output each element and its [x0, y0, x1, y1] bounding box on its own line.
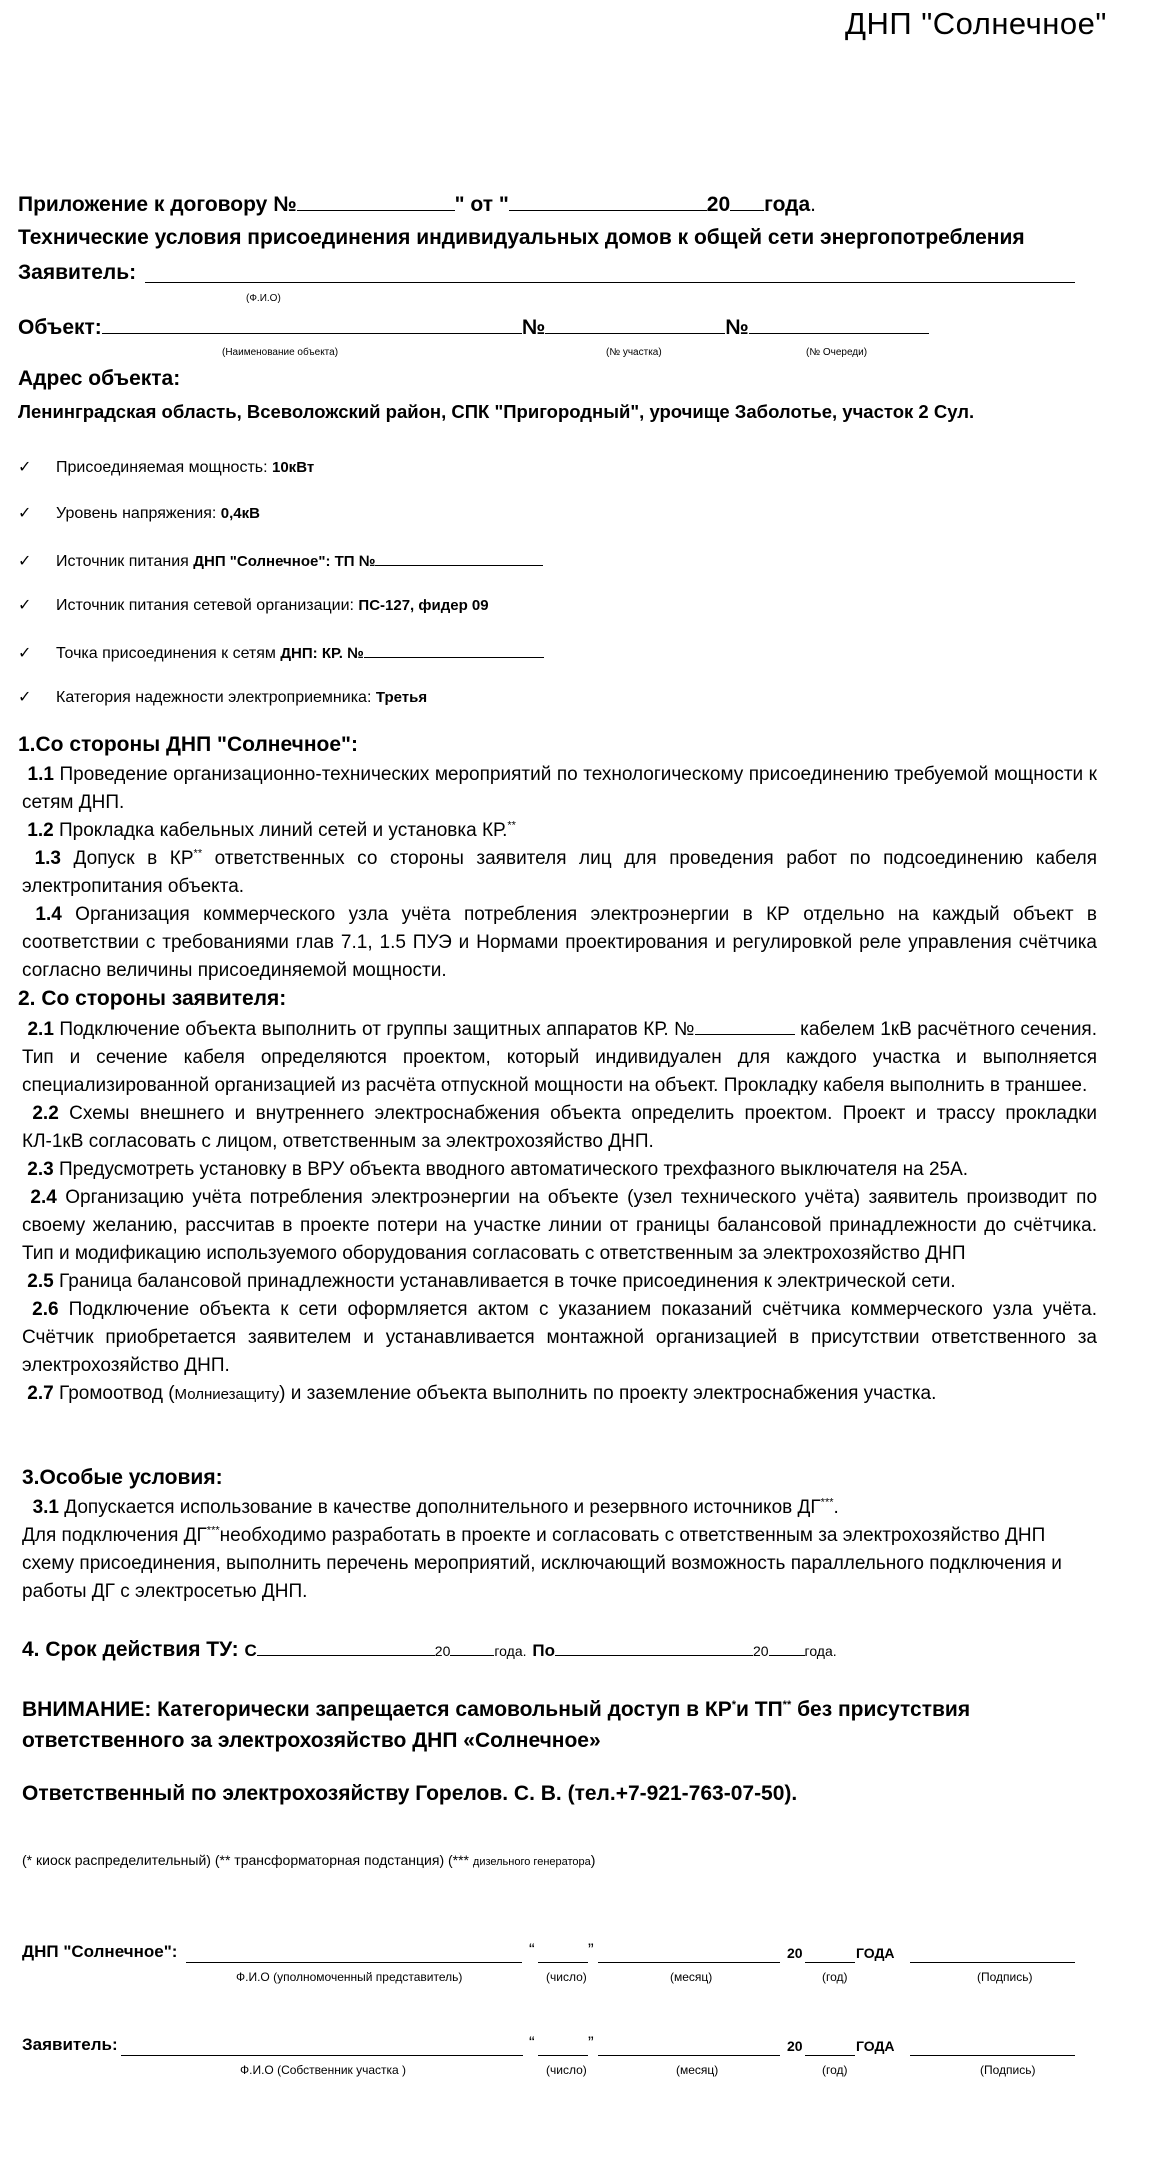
check-item-value: ДНП: КР. №	[280, 645, 364, 662]
annex-line	[18, 192, 816, 217]
item-text: Организацию учёта потребления электроэнергии на объекте (узел технического учёта) заявитель производит по своему желанию, рассчитав в проекте потери на участке линии от границы балансовой принадлежности до счётчика. Тип и модификацию используемого оборудования согласовать с ответственным за электрохозяйство ДНП	[22, 1187, 1098, 1264]
check-item-power-source	[18, 549, 543, 571]
item-number: 2.7	[27, 1383, 54, 1404]
footnote-mark: **	[782, 1699, 792, 1711]
validity-from-field[interactable]	[257, 1637, 435, 1656]
dnp-month-field[interactable]	[598, 1944, 780, 1963]
dnp-year-field[interactable]	[805, 1944, 855, 1963]
dnp-quote-close: ”	[588, 1940, 594, 1959]
object-num2: №	[725, 316, 749, 339]
check-item-value: 10кВт	[272, 459, 315, 476]
dnp-year-word: ГОДА	[856, 1945, 895, 1961]
annex-dot: .	[810, 193, 817, 216]
item-number: 1.4	[35, 904, 62, 925]
validity-year2: 20	[752, 1643, 769, 1659]
item-2-4	[22, 1184, 1097, 1268]
validity-to-label: По	[532, 1641, 555, 1660]
item-text: Граница балансовой принадлежности устанавливается в точке присоединения к электрической сети.	[58, 1271, 956, 1292]
check-item-label: Присоединяемая мощность:	[56, 459, 268, 476]
checkmark-icon: ✓	[18, 459, 32, 476]
tech-conditions-title: Технические условия присоединения индивидуальных домов к общей сети энергопотребления	[18, 226, 1025, 249]
item-number: 2.2	[32, 1103, 59, 1124]
section2-body	[22, 1016, 1097, 1409]
section4-title: 4. Срок действия ТУ:	[22, 1638, 239, 1661]
applicant-fio-hint: Ф.И.О (Собственник участка )	[240, 2063, 407, 2077]
check-item-label: Источник питания	[56, 553, 189, 570]
applicant-month-field[interactable]	[598, 2037, 780, 2056]
footnote-mark: ***	[820, 1496, 834, 1509]
dnp-representative-name-field[interactable]	[186, 1944, 522, 1963]
warning-text: и ТП	[736, 1698, 783, 1721]
check-item-label: Точка присоединения к сетям	[56, 645, 276, 662]
footnote-mark: *	[731, 1699, 736, 1711]
applicant-label: Заявитель:	[18, 261, 137, 284]
item-2-7	[22, 1380, 1097, 1409]
item-1-4	[22, 901, 1097, 985]
item-text: Проведение организационно-технических мероприятий по технологическому присоединению требуемой мощности к сетям ДНП.	[22, 764, 1097, 813]
applicant-quote-open: “	[529, 2033, 535, 2052]
check-item-value: Третья	[375, 689, 428, 706]
check-item-grid-source	[18, 595, 489, 615]
queue-number-field[interactable]	[749, 315, 929, 334]
dnp-month-hint: (месяц)	[670, 1970, 713, 1984]
kr-apparatus-number-field[interactable]	[695, 1016, 795, 1035]
validity-year-word1: года.	[494, 1643, 527, 1659]
item-1-3	[22, 845, 1097, 901]
checkmark-icon: ✓	[18, 505, 32, 522]
warning-line1	[22, 1694, 970, 1725]
item-text: ответственных со стороны заявителя лиц для проведения работ по подсоединению кабеля электропитания объекта.	[22, 848, 1098, 897]
applicant-year-prefix: 20	[787, 2038, 803, 2054]
check-item-label: Источник питания сетевой организации:	[56, 597, 354, 614]
applicant-signature-field[interactable]	[910, 2037, 1075, 2056]
item-1-2	[22, 817, 1097, 845]
dnp-year-prefix: 20	[787, 1945, 803, 1961]
section1-title: 1.Со стороны ДНП "Солнечное":	[18, 733, 358, 756]
checkmark-icon: ✓	[18, 689, 32, 706]
queue-number-hint: (№ Очереди)	[806, 347, 868, 358]
kr-number-field[interactable]	[364, 641, 544, 658]
footnote-mark: **	[507, 819, 516, 832]
dnp-fio-hint: Ф.И.О (уполномоченный представитель)	[236, 1970, 463, 1984]
warning-text: ВНИМАНИЕ: Категорически запрещается самовольный доступ в КР	[22, 1698, 732, 1721]
item-2-5	[22, 1268, 1097, 1296]
section4-line	[22, 1637, 837, 1662]
item-number: 2.5	[27, 1271, 54, 1292]
item-text: Подключение объекта выполнить от группы защитных аппаратов КР. №	[59, 1019, 695, 1040]
warning-block	[22, 1694, 970, 1756]
object-name-hint: (Наименование объекта)	[222, 347, 339, 358]
check-item-value: ПС-127, фидер 09	[358, 597, 489, 614]
applicant-year-word: ГОДА	[856, 2038, 895, 2054]
tp-number-field[interactable]	[375, 549, 543, 566]
warning-line2: ответственного за электрохозяйство ДНП «Солнечное»	[22, 1729, 601, 1752]
address-value: Ленинградская область, Всеволожский район, СПК "Пригородный", урочище Заболотье, участок 2 Сул.	[18, 401, 975, 422]
footnote-mark: **	[193, 847, 203, 860]
item-2-1	[22, 1016, 1097, 1100]
item-2-6	[22, 1296, 1097, 1380]
dg-paragraph	[22, 1522, 1097, 1606]
item-text: Подключение объекта к сети оформляется актом с указанием показаний счётчика коммерческого узла учёта. Счётчик приобретается заявителем и устанавливается монтажной организацией в присутствии ответственного за электрохозяйство ДНП.	[22, 1299, 1097, 1376]
item-text: Для подключения ДГ	[22, 1525, 207, 1546]
item-number: 2.6	[32, 1299, 59, 1320]
checkmark-icon: ✓	[18, 645, 32, 662]
item-number: 2.1	[27, 1019, 54, 1040]
item-text: ) и заземление объекта выполнить по проекту электроснабжения участка.	[279, 1383, 937, 1404]
object-label: Объект:	[18, 316, 102, 339]
item-text: Организация коммерческого узла учёта потребления электроэнергии в КР отдельно на каждый объект в соответствии с требованиями глав 7.1, 1.5 ПУЭ и Нормами проектирования и регулировкой реле управления счётчика согласно величины присоединяемой мощности.	[22, 904, 1097, 981]
plot-number-hint: (№ участка)	[606, 347, 662, 358]
check-item-power	[18, 457, 314, 477]
validity-year1: 20	[434, 1643, 451, 1659]
dnp-quote-open: “	[529, 1940, 535, 1959]
annex-number-sign: №	[273, 193, 297, 216]
item-text-small: Молниезащиту	[174, 1386, 280, 1403]
responsible-person: Ответственный по электрохозяйству Горелов. С. В. (тел.+7-921-763-07-50).	[22, 1782, 798, 1805]
section3-body	[22, 1494, 1097, 1606]
contract-number-field[interactable]	[297, 192, 455, 211]
footnote-legend	[22, 1852, 595, 1868]
footnote-text: )	[590, 1852, 596, 1868]
signature-party-applicant: Заявитель:	[22, 2035, 118, 2054]
section2-title: 2. Со стороны заявителя:	[18, 987, 287, 1010]
validity-to-field[interactable]	[555, 1637, 753, 1656]
dnp-day-hint: (число)	[546, 1970, 587, 1984]
item-2-3	[22, 1156, 1097, 1184]
applicant-year-field[interactable]	[805, 2037, 855, 2056]
applicant-owner-name-field[interactable]	[121, 2037, 523, 2056]
item-number: 2.3	[27, 1159, 54, 1180]
contract-year-field[interactable]	[730, 192, 764, 211]
footnote-small: дизельного генератора	[472, 1856, 591, 1868]
address-label: Адрес объекта:	[18, 367, 181, 390]
applicant-day-hint: (число)	[546, 2063, 587, 2077]
applicant-month-hint: (месяц)	[676, 2063, 719, 2077]
checkmark-icon: ✓	[18, 553, 32, 570]
item-text: Допуск в КР	[73, 848, 194, 869]
item-number: 1.1	[27, 764, 54, 785]
applicant-day-field[interactable]	[538, 2037, 588, 2056]
item-2-2	[22, 1100, 1097, 1156]
fio-hint: (Ф.И.О)	[246, 293, 281, 304]
warning-text: без присутствия	[791, 1698, 971, 1721]
check-item-voltage	[18, 503, 260, 523]
item-text: .	[833, 1497, 839, 1518]
item-text: необходимо разработать в проекте и согласовать с ответственным за электрохозяйство ДНП схему присоединения, выполнить перечень мероприятий, исключающий возможность параллельного подключения и работы ДГ с электросетью ДНП.	[22, 1525, 1062, 1602]
item-number: 1.2	[27, 820, 54, 841]
item-text: Громоотвод (	[58, 1383, 175, 1404]
annex-from: " от "	[454, 193, 509, 216]
object-num1: №	[521, 316, 546, 339]
item-3-1	[22, 1494, 1097, 1522]
checkmark-icon: ✓	[18, 597, 32, 614]
check-item-label: Уровень напряжения:	[56, 505, 217, 522]
dnp-signature-field[interactable]	[910, 1944, 1075, 1963]
check-item-label: Категория надежности электроприемника:	[56, 689, 372, 706]
object-name-field[interactable]	[102, 315, 522, 334]
validity-year-word2: года.	[804, 1643, 837, 1659]
item-number: 2.4	[30, 1187, 57, 1208]
applicant-name-field[interactable]	[145, 264, 1075, 283]
item-text: Схемы внешнего и внутреннего электроснабжения объекта определить проектом. Проект и трассу прокладки КЛ-1кВ согласовать с лицом, ответственным за электрохозяйство ДНП.	[22, 1103, 1097, 1152]
contract-date-field[interactable]	[509, 192, 707, 211]
validity-from-label: С	[244, 1641, 257, 1660]
item-number: 1.3	[34, 848, 61, 869]
footnote-text: (* киоск распределительный) (** трансформаторная подстанция) (***	[22, 1852, 473, 1868]
annex-year-suffix: года	[764, 193, 811, 216]
validity-year2-field[interactable]	[769, 1637, 805, 1656]
organization-title: ДНП "Солнечное"	[845, 6, 1107, 41]
applicant-quote-close: ”	[588, 2033, 594, 2052]
section1-body	[22, 761, 1097, 985]
applicant-year-hint: (год)	[822, 2063, 848, 2077]
check-item-reliability	[18, 687, 427, 707]
check-item-connection-point	[18, 641, 544, 663]
object-line	[18, 315, 929, 340]
dnp-day-field[interactable]	[538, 1944, 588, 1963]
annex-year-prefix: 20	[706, 193, 731, 216]
item-text: Допускается использование в качестве дополнительного и резервного источников ДГ	[64, 1497, 821, 1518]
footnote-mark: ***	[206, 1524, 220, 1537]
item-text: Предусмотреть установку в ВРУ объекта вводного автоматического трехфазного выключателя на 25А.	[58, 1159, 969, 1180]
section3-title: 3.Особые условия:	[22, 1466, 223, 1489]
item-number: 3.1	[32, 1497, 59, 1518]
check-item-value: ДНП "Солнечное": ТП №	[193, 553, 376, 570]
plot-number-field[interactable]	[545, 315, 725, 334]
dnp-year-hint: (год)	[822, 1970, 848, 1984]
applicant-signature-hint: (Подпись)	[980, 2063, 1036, 2077]
signature-party-dnp: ДНП "Солнечное":	[22, 1942, 178, 1961]
annex-prefix: Приложение к договору	[18, 193, 268, 216]
item-text: Прокладка кабельных линий сетей и установка КР.	[58, 820, 508, 841]
item-text: кабелем 1кВ расчётного сечения. Тип и сечение кабеля определяются проектом, который индивидуален для каждого участка и выполняется специализированной организацией из расчёта отпускной мощности на объект. Прокладку кабеля выполнить в траншее.	[22, 1019, 1097, 1096]
validity-year1-field[interactable]	[450, 1637, 494, 1656]
dnp-signature-hint: (Подпись)	[977, 1970, 1033, 1984]
check-item-value: 0,4кВ	[220, 505, 260, 522]
item-1-1	[22, 761, 1097, 817]
